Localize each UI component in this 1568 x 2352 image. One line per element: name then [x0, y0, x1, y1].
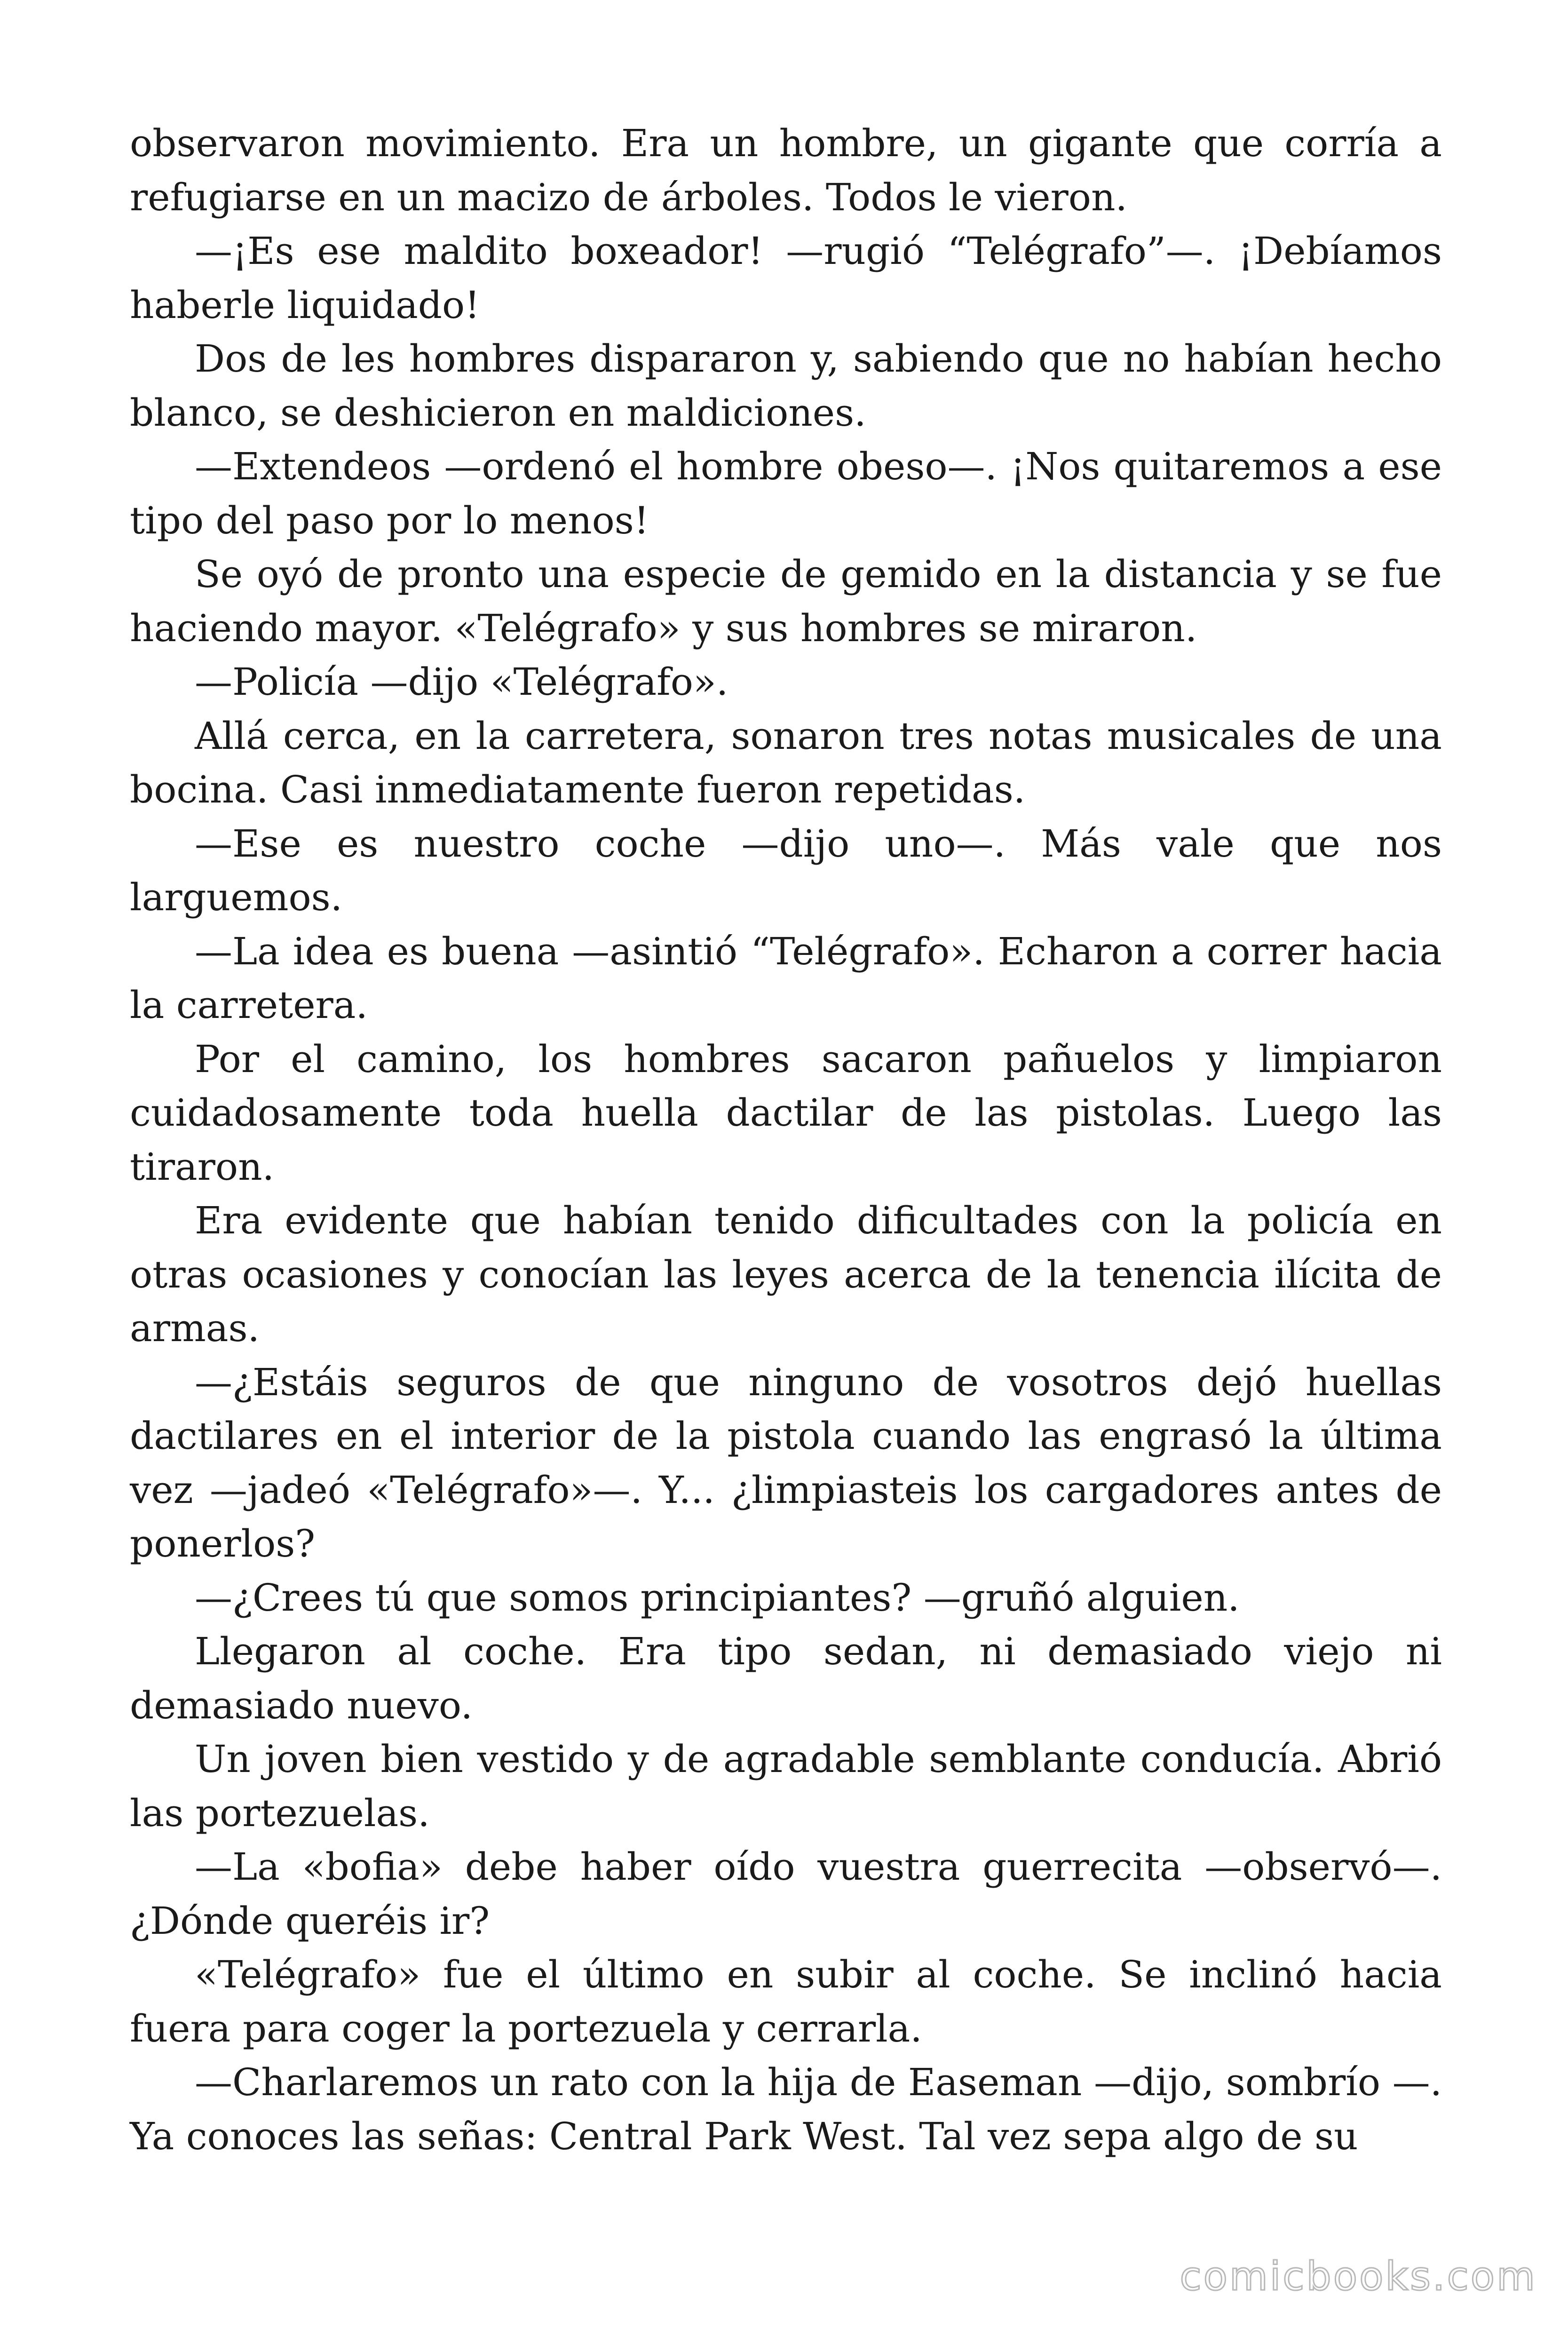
paragraph: —¡Es ese maldito boxeador! —rugió “Telégrafo”—. ¡Debíamos haberle liquidado!: [130, 229, 1442, 327]
page-body: [130, 117, 1442, 2163]
paragraph: —Ese es nuestro coche —dijo uno—. Más vale que nos larguemos.: [130, 821, 1442, 919]
paragraph: —¿Crees tú que somos principiantes? —gruñó alguien.: [195, 1575, 1240, 1620]
paragraph: —Policía —dijo «Telégrafo».: [195, 660, 729, 704]
site-watermark: comicbooks.com: [1180, 2253, 1537, 2299]
paragraph: —La «bofia» debe haber oído vuestra guerrecita —observó—. ¿Dónde queréis ir?: [130, 1845, 1442, 1943]
paragraph: Se oyó de pronto una especie de gemido en la distancia y se fue haciendo mayor. «Telégrafo» y sus hombres se miraron.: [130, 552, 1442, 650]
paragraph: observaron movimiento. Era un hombre, un gigante que corría a refugiarse en un macizo de árboles. Todos le vieron.: [130, 121, 1442, 219]
paragraph: —Extendeos —ordenó el hombre obeso—. ¡Nos quitaremos a ese tipo del paso por lo menos!: [130, 445, 1442, 542]
paragraph: —¿Estáis seguros de que ninguno de vosotros dejó huellas dactilares en el interior de la pistola cuando las engrasó la última vez —jadeó «Telégrafo»—. Y... ¿limpiasteis los cargadores antes de ponerlos?: [130, 1360, 1442, 1565]
paragraph: —La idea es buena —asintió “Telégrafo». Echaron a correr hacia la carretera.: [130, 929, 1442, 1027]
paragraph: Dos de les hombres dispararon y, sabiendo que no habían hecho blanco, se deshicieron en maldiciones.: [130, 337, 1442, 435]
paragraph: «Telégrafo» fue el último en subir al coche. Se inclinó hacia fuera para coger la portezuela y cerrarla.: [130, 1953, 1442, 2050]
paragraph: Allá cerca, en la carretera, sonaron tres notas musicales de una bocina. Casi inmediatamente fueron repetidas.: [130, 714, 1442, 811]
paragraph: Por el camino, los hombres sacaron pañuelos y limpiaron cuidadosamente toda huella dactilar de las pistolas. Luego las tiraron.: [130, 1037, 1442, 1189]
paragraph: Un joven bien vestido y de agradable semblante conducía. Abrió las portezuelas.: [130, 1737, 1442, 1835]
paragraph: —Charlaremos un rato con la hija de Easeman —dijo, sombrío —. Ya conoces las señas: Central Park West. Tal vez sepa algo de su: [130, 2060, 1442, 2158]
paragraph: Llegaron al coche. Era tipo sedan, ni demasiado viejo ni demasiado nuevo.: [130, 1629, 1442, 1727]
paragraph: Era evidente que habían tenido dificultades con la policía en otras ocasiones y conocían las leyes acerca de la tenencia ilícita de armas.: [130, 1199, 1442, 1350]
